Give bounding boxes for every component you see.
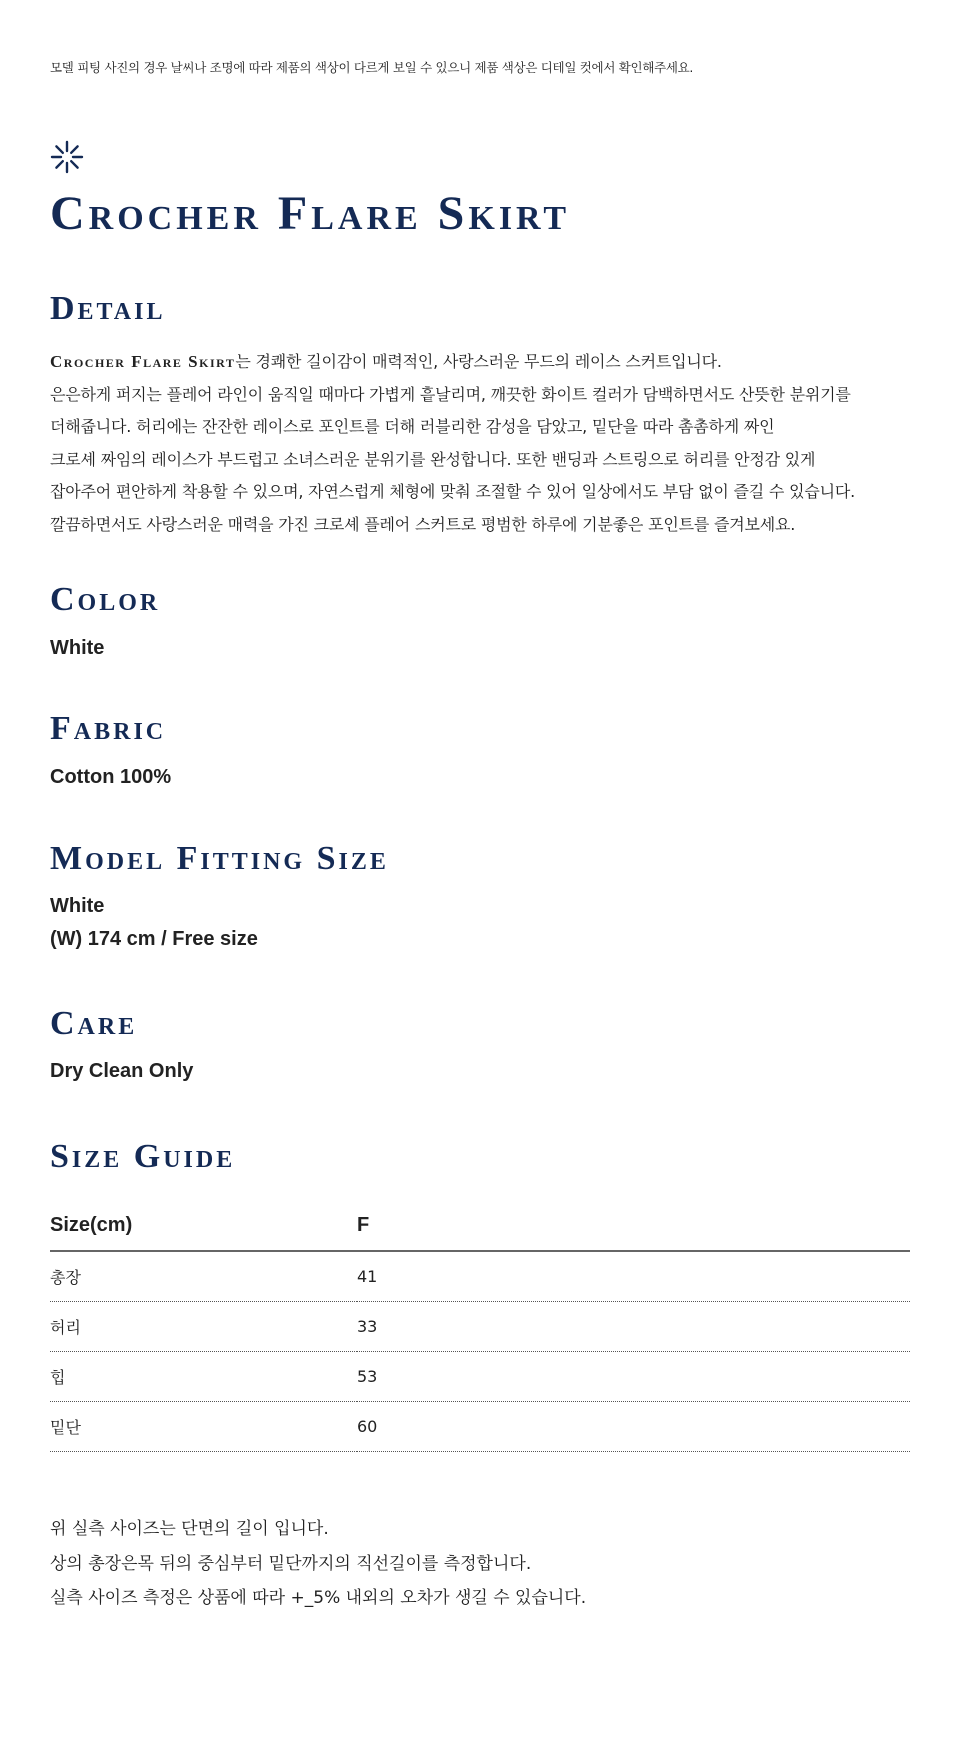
row-value: 53 bbox=[357, 1352, 910, 1402]
model-size: (W) 174 cm / Free size bbox=[50, 928, 258, 950]
row-label: 허리 bbox=[50, 1302, 357, 1352]
note-line: 상의 총장은목 뒤의 중심부터 밑단까지의 직선길이를 측정합니다. bbox=[50, 1553, 532, 1574]
color-heading: Color bbox=[50, 581, 161, 618]
fabric-value: Cotton 100% bbox=[50, 766, 172, 788]
detail-line: Crocher Flare Skirt는 경쾌한 길이감이 매력적인, 사랑스러운 무드의 레이스 스커트입니다. bbox=[50, 352, 722, 371]
size-guide-heading: Size Guide bbox=[50, 1138, 236, 1175]
detail-product-name: Crocher Flare Skirt bbox=[50, 352, 236, 371]
note-line: 위 실측 사이즈는 단면의 길이 입니다. bbox=[50, 1519, 329, 1539]
table-row bbox=[50, 1302, 910, 1352]
table-row bbox=[50, 1402, 910, 1452]
product-title: Crocher Flare Skirt bbox=[50, 187, 571, 240]
detail-line: 크로셰 짜임의 레이스가 부드럽고 소녀스러운 분위기를 완성합니다. 또한 밴딩과 스트링으로 허리를 안정감 있게 bbox=[50, 449, 816, 469]
detail-line: 은은하게 퍼지는 플레어 라인이 움직일 때마다 가볍게 흩날리며, 깨끗한 화이트 컬러가 담백하면서도 산뜻한 분위기를 bbox=[50, 384, 851, 404]
row-value: 60 bbox=[357, 1402, 910, 1452]
detail-line: 깔끔하면서도 사랑스러운 매력을 가진 크로셰 플레어 스커트로 평범한 하루에 기분좋은 포인트를 즐겨보세요. bbox=[50, 514, 796, 534]
column-header-f: F bbox=[357, 1200, 910, 1251]
fabric-heading: Fabric bbox=[50, 710, 167, 747]
color-value: White bbox=[50, 637, 105, 659]
row-label: 힙 bbox=[50, 1352, 357, 1402]
size-table bbox=[50, 1200, 910, 1452]
color-notice: 모델 피팅 사진의 경우 날씨나 조명에 따라 제품의 색상이 다르게 보일 수 있으니 제품 색상은 디테일 컷에서 확인해주세요. bbox=[50, 60, 694, 75]
detail-heading: Detail bbox=[50, 290, 166, 327]
table-row bbox=[50, 1251, 910, 1302]
detail-description bbox=[50, 346, 930, 542]
row-label: 총장 bbox=[50, 1251, 357, 1302]
detail-line: 더해줍니다. 허리에는 잔잔한 레이스로 포인트를 더해 러블리한 감성을 담았고, 밑단을 따라 촘촘하게 짜인 bbox=[50, 417, 775, 437]
model-color: White bbox=[50, 895, 105, 917]
column-header-size: Size(cm) bbox=[50, 1200, 357, 1251]
row-value: 41 bbox=[357, 1251, 910, 1302]
row-label: 밑단 bbox=[50, 1402, 357, 1452]
model-fitting-heading: Model Fitting Size bbox=[50, 840, 389, 877]
size-table-header bbox=[50, 1200, 910, 1251]
table-row bbox=[50, 1352, 910, 1402]
snowflake-star-icon bbox=[50, 140, 84, 174]
note-line: 실측 사이즈 측정은 상품에 따라 +_5% 내외의 오차가 생길 수 있습니다. bbox=[50, 1588, 587, 1608]
row-value: 33 bbox=[357, 1302, 910, 1352]
care-heading: Care bbox=[50, 1005, 138, 1042]
care-value: Dry Clean Only bbox=[50, 1060, 194, 1082]
measurement-notes bbox=[50, 1512, 586, 1616]
detail-line: 잡아주어 편안하게 착용할 수 있으며, 자연스럽게 체형에 맞춰 조절할 수 있어 일상에서도 부담 없이 즐길 수 있습니다. bbox=[50, 482, 855, 502]
